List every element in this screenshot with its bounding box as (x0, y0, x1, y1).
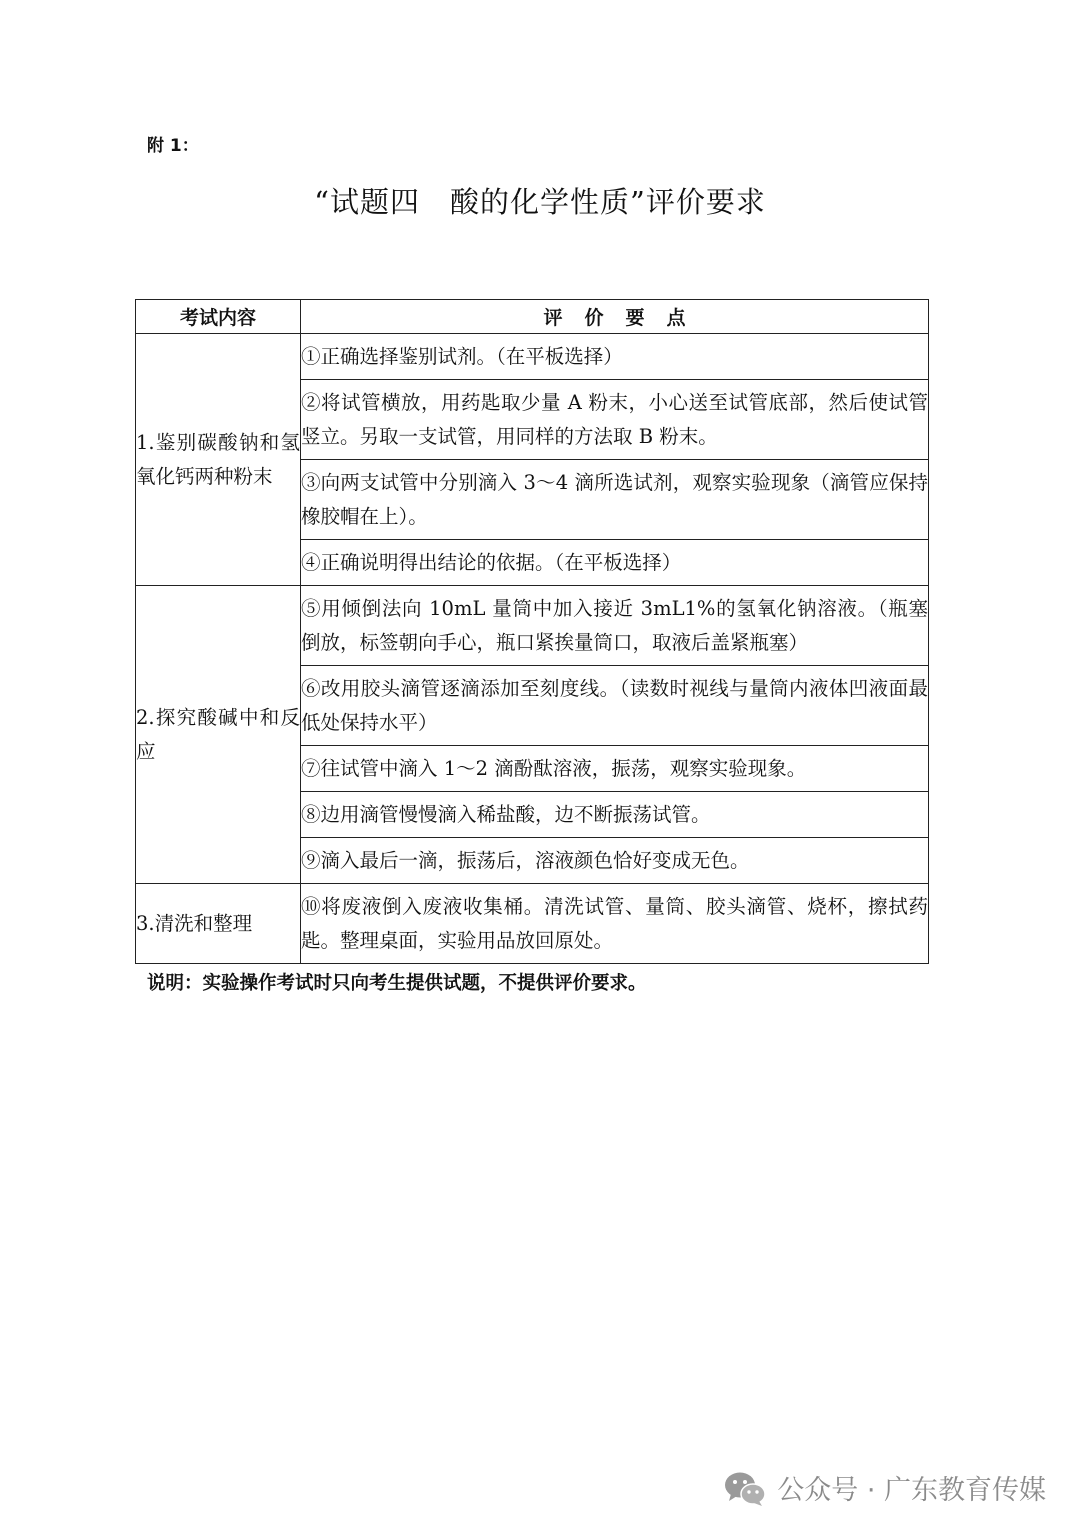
attachment-label: 附 1： (147, 136, 199, 156)
watermark-text: 公众号 · 广东教育传媒 (777, 1475, 1046, 1506)
footnote: 说明：实验操作考试时只向考生提供试题，不提供评价要求。 (147, 973, 647, 994)
evaluation-point: ⑦往试管中滴入 1～2 滴酚酞溶液，振荡，观察实验现象。 (301, 746, 929, 792)
table-row (136, 884, 929, 964)
table-row (136, 334, 929, 380)
evaluation-point: ⑥改用胶头滴管逐滴添加至刻度线。（读数时视线与量筒内液体凹液面最低处保持水平） (301, 666, 929, 746)
evaluation-table (135, 299, 929, 964)
header-exam-content: 考试内容 (136, 300, 301, 334)
evaluation-point: ①正确选择鉴别试剂。（在平板选择） (301, 334, 929, 380)
evaluation-point: ⑨滴入最后一滴，振荡后，溶液颜色恰好变成无色。 (301, 838, 929, 884)
section-topic-1: 1.鉴别碳酸钠和氢氧化钙两种粉末 (136, 334, 301, 586)
evaluation-point: ②将试管横放，用药匙取少量 A 粉末，小心送至试管底部，然后使试管竖立。另取一支试管，用同样的方法取 B 粉末。 (301, 380, 929, 460)
page-title: “试题四 酸的化学性质”评价要求 (314, 185, 766, 219)
evaluation-point: ④正确说明得出结论的依据。（在平板选择） (301, 540, 929, 586)
section-topic-3: 3.清洗和整理 (136, 884, 301, 964)
evaluation-point: ⑤用倾倒法向 10mL 量筒中加入接近 3mL1%的氢氧化钠溶液。（瓶塞倒放，标签朝向手心，瓶口紧挨量筒口，取液后盖紧瓶塞） (301, 586, 929, 666)
watermark (723, 1468, 1046, 1507)
table-header-row (136, 300, 929, 334)
evaluation-point: ⑩将废液倒入废液收集桶。清洗试管、量筒、胶头滴管、烧杯，擦拭药匙。整理桌面，实验用品放回原处。 (301, 884, 929, 964)
table-row (136, 586, 929, 666)
wechat-logo-icon (723, 1470, 767, 1506)
evaluation-point: ⑧边用滴管慢慢滴入稀盐酸，边不断振荡试管。 (301, 792, 929, 838)
section-topic-2: 2.探究酸碱中和反应 (136, 586, 301, 884)
header-evaluation-points: 评价要点 (301, 300, 929, 334)
evaluation-point: ③向两支试管中分别滴入 3～4 滴所选试剂，观察实验现象（滴管应保持橡胶帽在上）。 (301, 460, 929, 540)
